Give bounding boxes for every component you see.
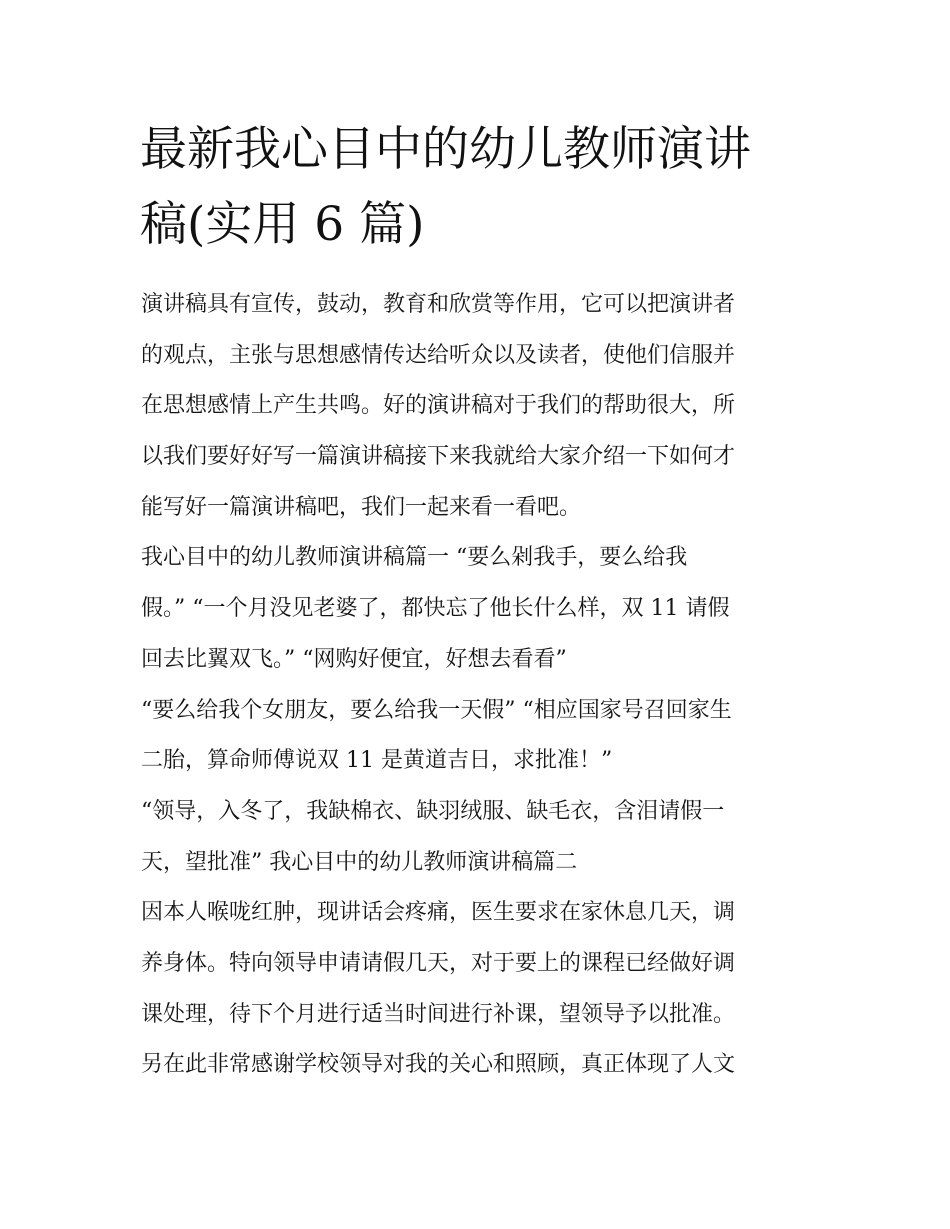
body-line: 课处理，待下个月进行适当时间进行补课，望领导予以批准。 (141, 1001, 736, 1027)
body-line: 以我们要好好写一篇演讲稿接下来我就给大家介绍一下如何才 (141, 444, 736, 470)
body-line: 的观点，主张与思想感情传达给听众以及读者，使他们信服并 (141, 342, 736, 368)
body-line: 养身体。特向领导申请请假几天，对于要上的课程已经做好调 (141, 950, 736, 976)
body-line: 在思想感情上产生共鸣。好的演讲稿对于我们的帮助很大，所 (141, 393, 736, 419)
body-line: 我心目中的幼儿教师演讲稿篇一 “要么剁我手，要么给我 (141, 545, 688, 571)
title-line-2: 稿(实用 6 篇) (140, 197, 425, 252)
body-line: “要么给我个女朋友，要么给我一天假” “相应国家号召回家生 (141, 697, 732, 723)
body-line: 演讲稿具有宣传，鼓动，教育和欣赏等作用，它可以把演讲者 (141, 292, 736, 317)
body-line: 因本人喉咙红肿，现讲话会疼痛，医生要求在家休息几天，调 (141, 900, 736, 926)
title-line-1: 最新我心目中的幼儿教师演讲 (140, 122, 751, 177)
body-line: 二胎，算命师傅说双 11 是黄道吉日，求批准！” (141, 748, 613, 774)
body-line: 天，望批准” 我心目中的幼儿教师演讲稿篇二 (141, 849, 578, 875)
document-title (140, 112, 820, 262)
document-body (141, 280, 821, 1091)
body-line: 假。” “一个月没见老婆了，都快忘了他长什么样，双 11 请假 (141, 596, 730, 622)
body-line: 能写好一篇演讲稿吧，我们一起来看一看吧。 (141, 494, 582, 520)
body-line: “领导，入冬了，我缺棉衣、缺羽绒服、缺毛衣，含泪请假一 (141, 798, 725, 824)
body-line: 另在此非常感谢学校领导对我的关心和照顾，真正体现了人文 (141, 1052, 736, 1078)
body-line: 回去比翼双飞。” “网购好便宜，好想去看看” (141, 646, 567, 672)
